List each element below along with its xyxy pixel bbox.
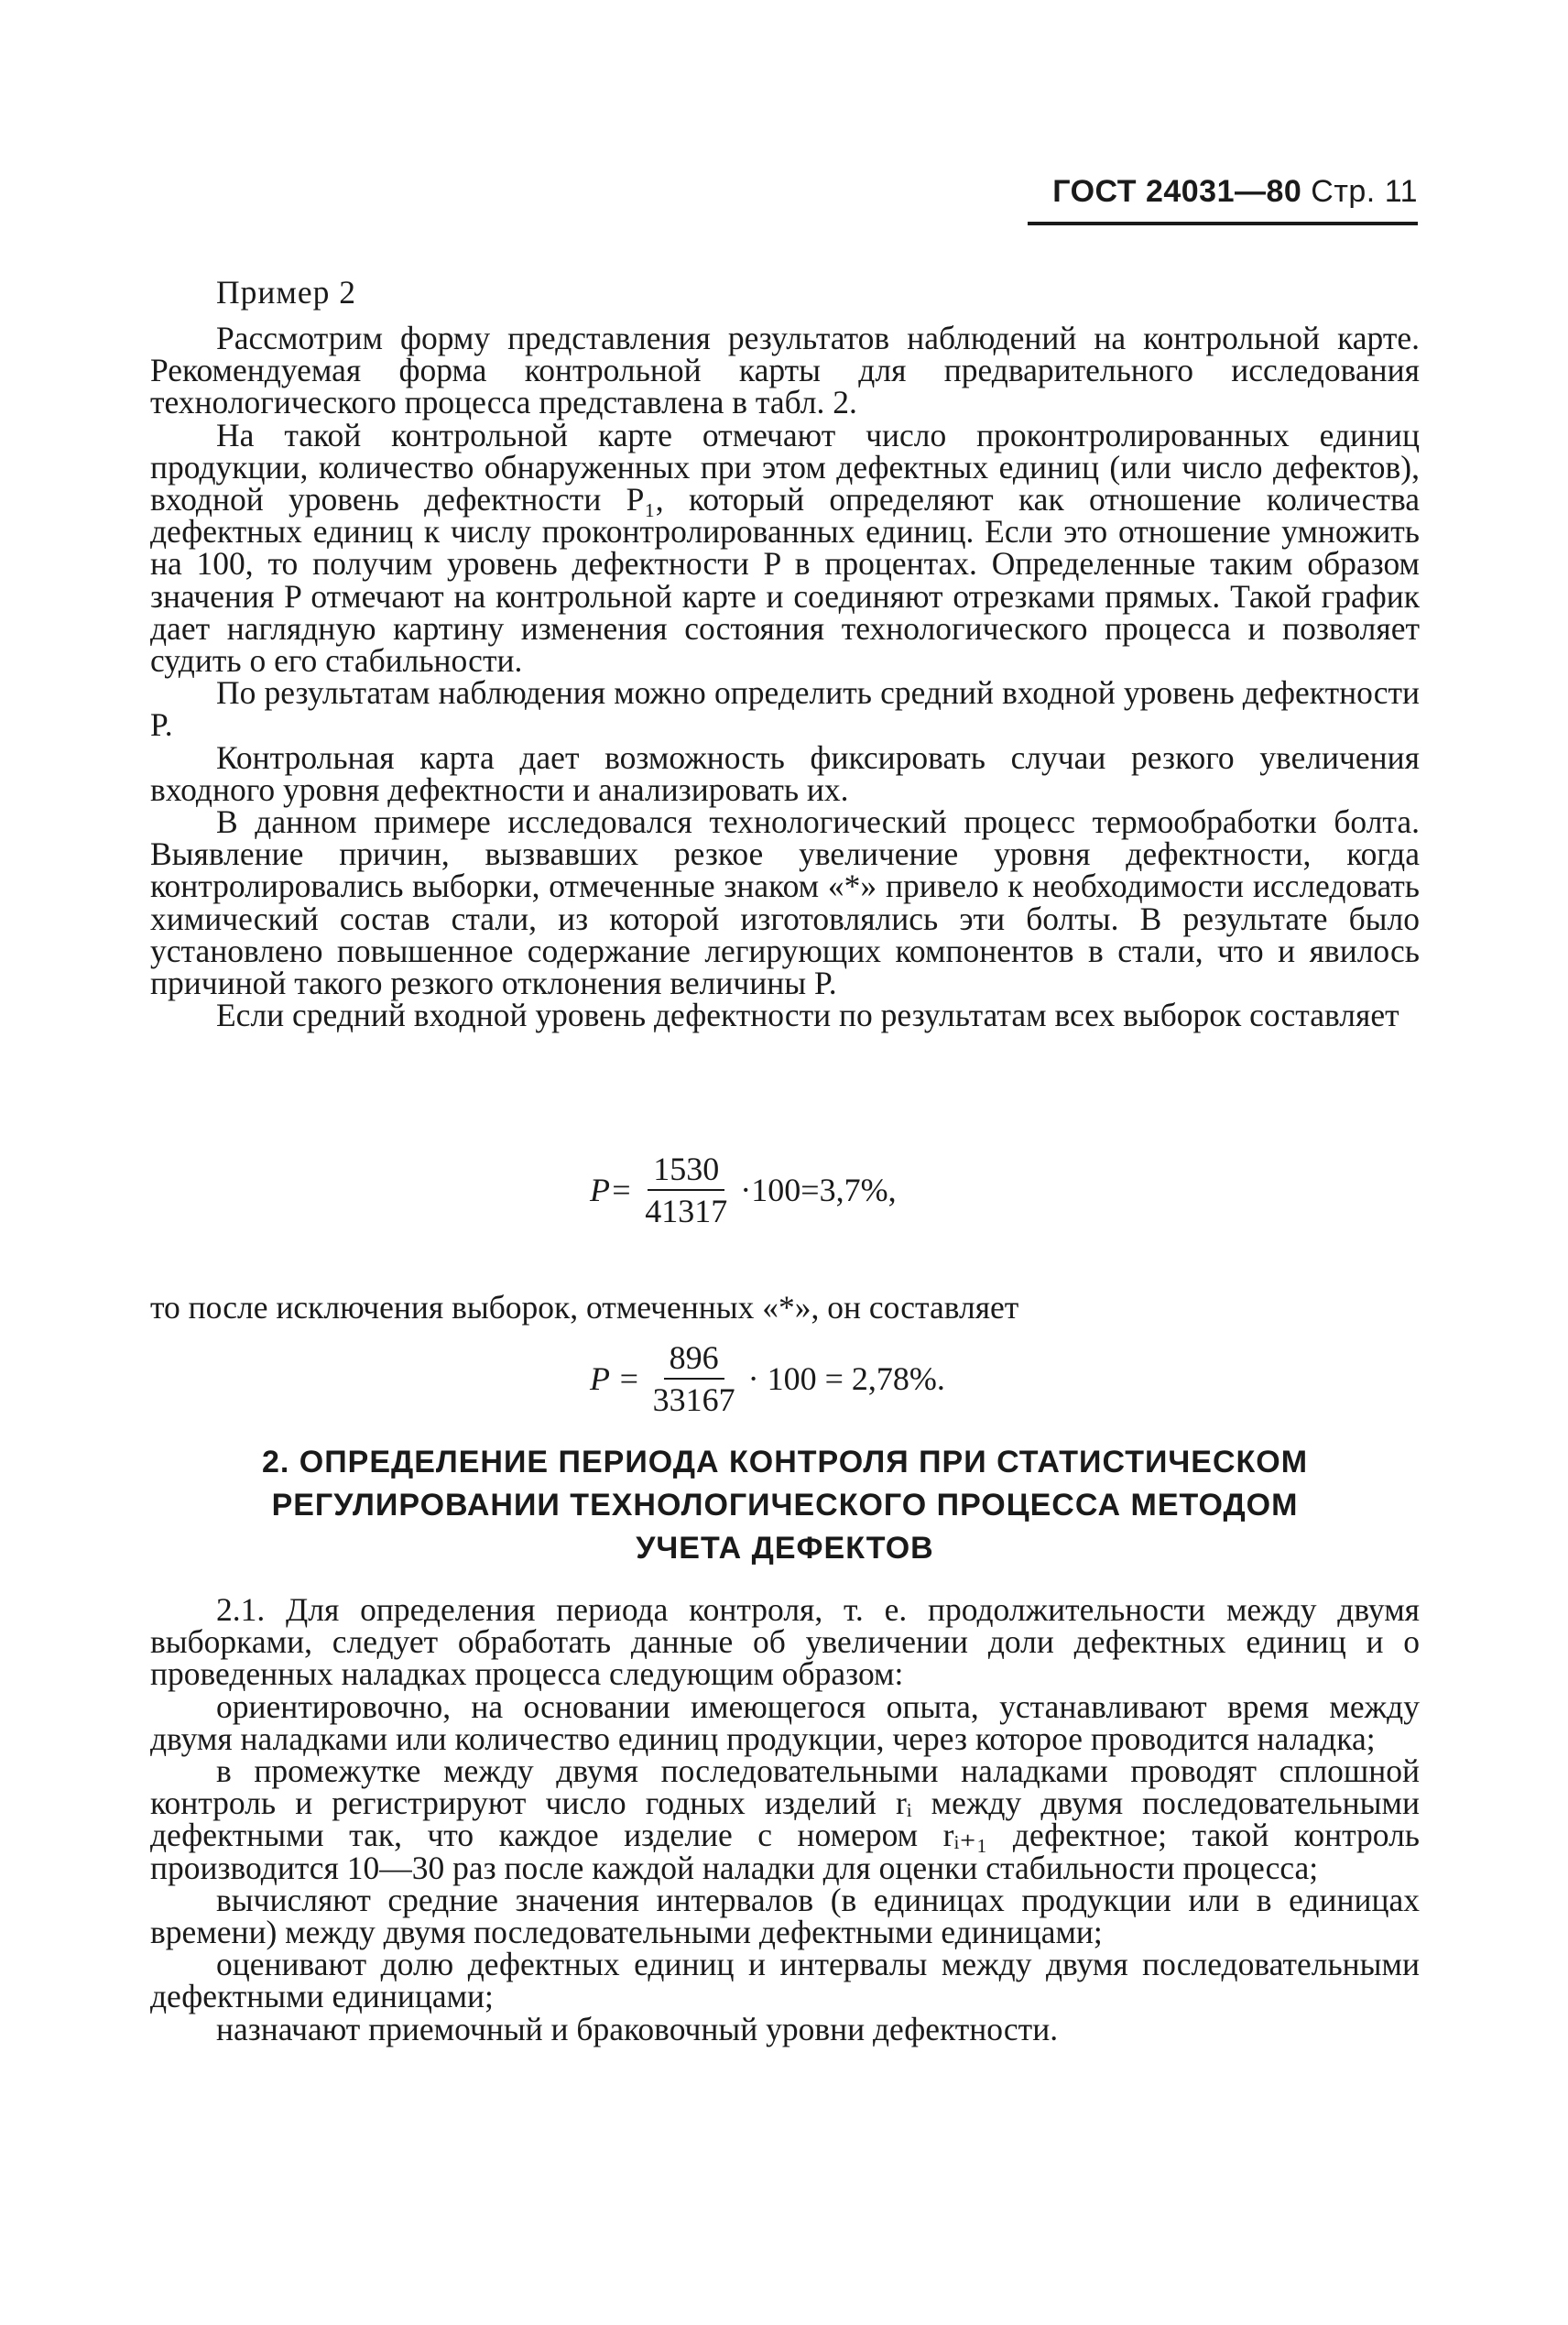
- formula-fraction: [639, 1151, 733, 1229]
- formula-denominator: 41317: [645, 1193, 728, 1229]
- formula-all-samples: [590, 1151, 897, 1229]
- example-paragraph: В данном примере исследовался технологический процесс термообработки болта. Выявление причин, вызвавших резкое увеличение уровня дефектности, когда контролировались выборки, отмеченные знаком «*» привело к необходимости исследовать химический состав стали, из которой изготовлялись эти болты. В результате было установлено повышенное содержание легирующих компонентов в стали, что и явилось причиной такого резкого отклонения величины P.: [150, 803, 1420, 1002]
- formula-rhs: ·100=3,7%,: [740, 1172, 897, 1208]
- formula-numerator: 1530: [648, 1151, 724, 1191]
- section-title-line: РЕГУЛИРОВАНИИ ТЕХНОЛОГИЧЕСКОГО ПРОЦЕССА МЕТОДОМ: [271, 1488, 1299, 1523]
- formula-excluded-samples: [590, 1339, 945, 1418]
- formula-lhs: P =: [590, 1360, 640, 1397]
- section-paragraph: в промежутке между двумя последовательными наладками проводят сплошной контроль и регистрируют число годных изделий rᵢ между двумя последовательными дефектными так, что каждое изделие с номером rᵢ₊₁ дефектное; такой контроль производится 10—30 раз после каждой наладки для оценки стабильности процесса;: [150, 1752, 1420, 1886]
- section-paragraph: вычисляют средние значения интервалов (в единицах продукции или в единицах времени) между двумя последовательными дефектными единицами;: [150, 1881, 1420, 1951]
- header-rule: [1028, 222, 1418, 225]
- formula-fraction: [648, 1339, 741, 1418]
- section-paragraph: 2.1. Для определения периода контроля, т. е. продолжительности между двумя выборками, следует обработать данные об увеличении доли дефектных единиц и о проведенных наладках процесса следующим образом:: [150, 1591, 1420, 1693]
- section-title: [150, 1441, 1420, 1570]
- section-text-block: [150, 1591, 1420, 2047]
- between-text: то после исключения выборок, отмеченных «*», он составляет: [150, 1289, 1019, 1326]
- section-paragraph: оценивают долю дефектных единиц и интервалы между двумя последовательными дефектными единицами;: [150, 1946, 1420, 2015]
- section-paragraph: ориентировочно, на основании имеющегося опыта, устанавливают время между двумя наладками или количество единиц продукции, через которое проводится наладка;: [150, 1687, 1420, 1757]
- example-paragraph: Если средний входной уровень дефектности по результатам всех выборок составляет: [216, 997, 1399, 1034]
- page-number: Стр. 11: [1311, 174, 1418, 209]
- between-text-block: [150, 1289, 1420, 1326]
- example-paragraph: Рассмотрим форму представления результатов наблюдений на контрольной карте. Рекомендуемая форма контрольной карты для предварительного исследования технологического процесса представлена в табл. 2.: [150, 320, 1420, 421]
- page-header: [1028, 174, 1418, 210]
- formula-denominator: 33167: [652, 1381, 735, 1418]
- formula-lhs: P=: [590, 1172, 633, 1208]
- section-title-line: 2. ОПРЕДЕЛЕНИЕ ПЕРИОДА КОНТРОЛЯ ПРИ СТАТИСТИЧЕСКОМ: [261, 1445, 1309, 1479]
- section-title-line: УЧЕТА ДЕФЕКТОВ: [636, 1531, 934, 1566]
- example-paragraph: По результатам наблюдения можно определить средний входной уровень дефектности P.: [150, 674, 1420, 744]
- example-text-block: [150, 322, 1420, 1032]
- formula-numerator: 896: [664, 1339, 724, 1380]
- formula-rhs: · 100 = 2,78%.: [747, 1360, 945, 1397]
- example-paragraph: Контрольная карта дает возможность фиксировать случаи резкого увеличения входного уровня дефектности и анализировать их.: [150, 738, 1420, 808]
- example-title: Пример 2: [216, 274, 356, 311]
- standard-code: ГОСТ 24031—80: [1052, 174, 1302, 209]
- example-paragraph: На такой контрольной карте отмечают число проконтролированных единиц продукции, количество обнаруженных при этом дефектных единиц (или число дефектов), входной уровень дефектности P₁, который определяют как отношение количества дефектных единиц к числу проконтролированных единиц. Если это отношение умножить на 100, то получим уровень дефектности P в процентах. Определенные таким образом значения P отмечают на контрольной карте и соединяют отрезками прямых. Такой график дает наглядную картину изменения состояния технологического процесса и позволяет судить о его стабильности.: [150, 416, 1420, 680]
- section-paragraph: назначают приемочный и браковочный уровни дефектности.: [216, 2010, 1059, 2047]
